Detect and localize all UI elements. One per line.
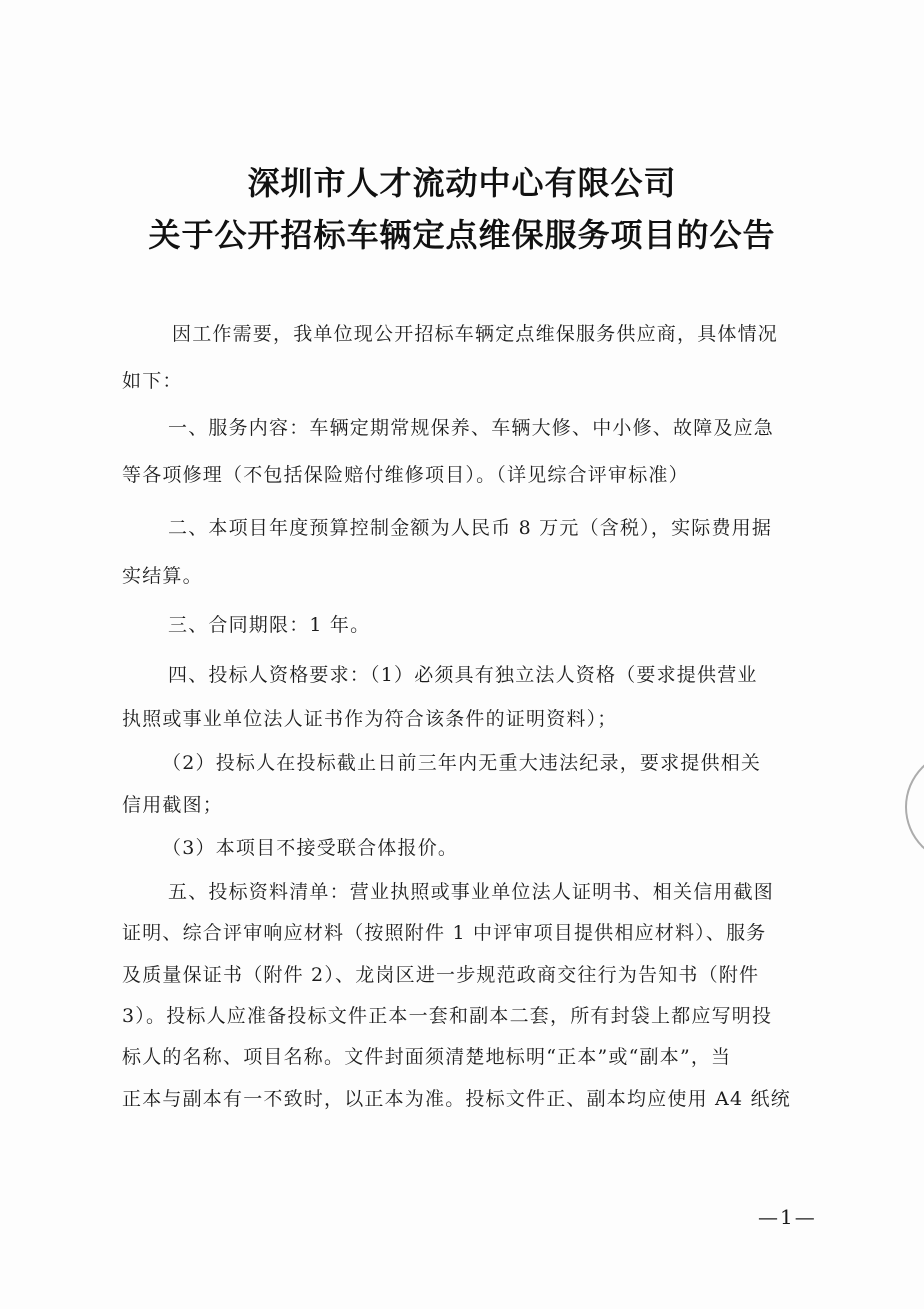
body-line: 正本与副本有一不致时，以正本为准。投标文件正、副本均应使用 A4 纸统	[122, 1088, 791, 1110]
body-line: 证明、综合评审响应材料（按照附件 1 中评审项目提供相应材料）、服务	[122, 922, 767, 944]
body-line: 一、服务内容：车辆定期常规保养、车辆大修、中小修、故障及应急	[168, 417, 775, 439]
body-line: 标人的名称、项目名称。文件封面须清楚地标明“正本”或“副本”，当	[122, 1046, 732, 1068]
body-line: 3）。投标人应准备投标文件正本一套和副本二套，所有封袋上都应写明投	[122, 1005, 773, 1027]
body-line: 因工作需要，我单位现公开招标车辆定点维保服务供应商，具体情况	[172, 323, 779, 345]
body-line: 执照或事业单位法人证书作为符合该条件的证明资料）；	[122, 708, 618, 730]
body-line: 实结算。	[122, 565, 203, 587]
body-line: （2）投标人在投标截止日前三年内无重大违法纪录，要求提供相关	[162, 752, 762, 774]
body-line: 五、投标资料清单：营业执照或事业单位法人证明书、相关信用截图	[168, 881, 775, 903]
body-line: 四、投标人资格要求：（1）必须具有独立法人资格（要求提供营业	[168, 664, 758, 686]
body-line: 等各项修理（不包括保险赔付维修项目）。（详见综合评审标准）	[122, 464, 689, 486]
body-line: 如下：	[122, 370, 183, 392]
page-number: —1—	[758, 1205, 817, 1229]
document-title-line-2: 关于公开招标车辆定点维保服务项目的公告	[148, 216, 776, 254]
body-line: 三、合同期限：1 年。	[168, 614, 371, 636]
body-line: （3）本项目不接受联合体报价。	[162, 837, 459, 859]
body-line: 及质量保证书（附件 2）、龙岗区进一步规范政商交往行为告知书（附件	[122, 964, 760, 986]
seal-stamp-edge	[905, 750, 924, 864]
document-title-line-1: 深圳市人才流动中心有限公司	[247, 164, 677, 202]
body-line: 二、本项目年度预算控制金额为人民币 8 万元（含税），实际费用据	[168, 517, 773, 539]
body-line: 信用截图；	[122, 794, 224, 816]
